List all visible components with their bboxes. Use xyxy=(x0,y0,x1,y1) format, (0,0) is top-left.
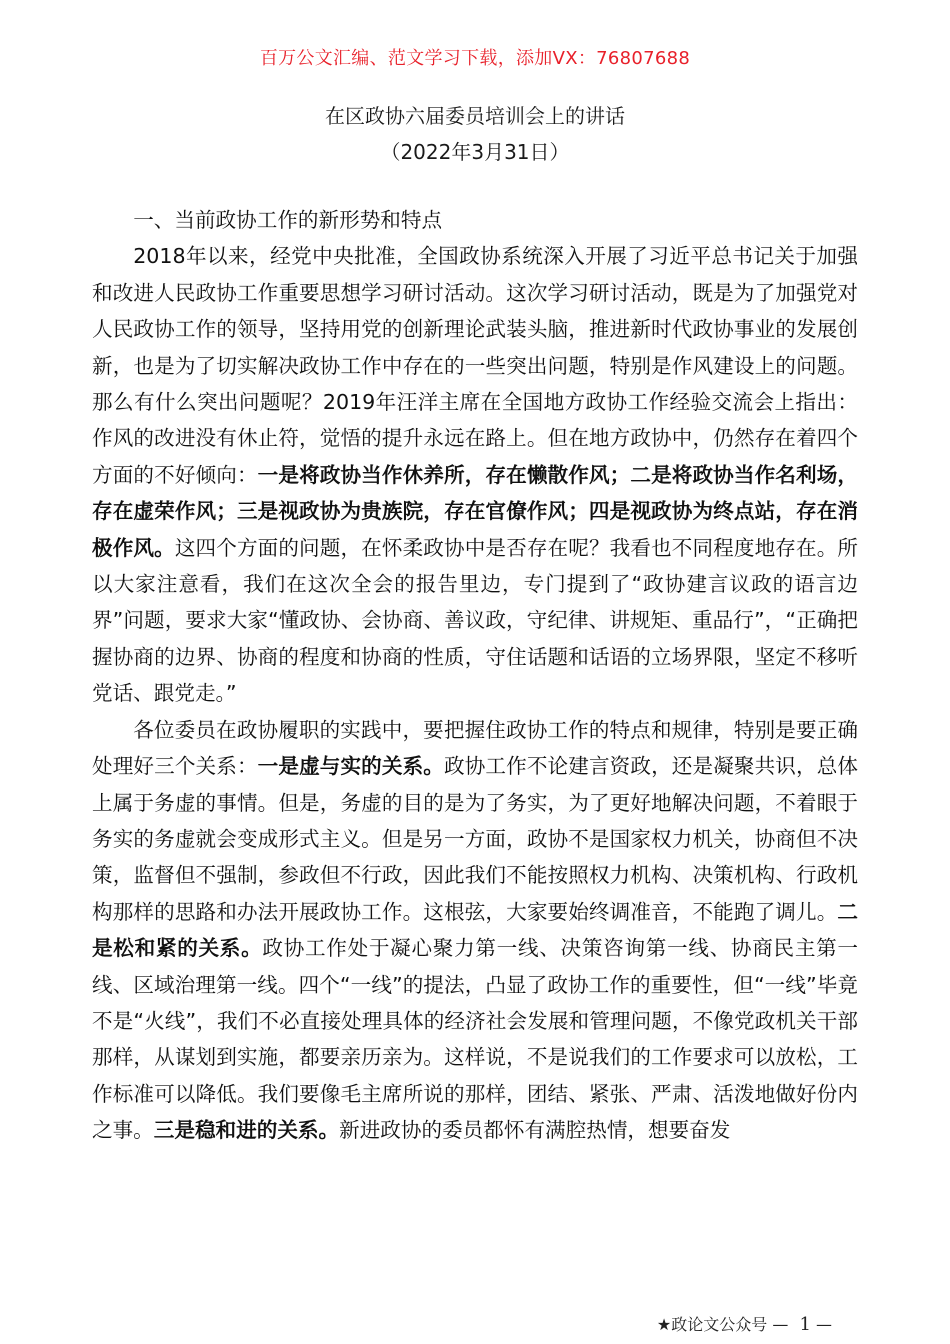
paragraph-2-bold-b: 二是松和紧的关系。 xyxy=(92,899,858,961)
document-body xyxy=(92,202,858,1149)
footer-dash-right: — xyxy=(816,1315,832,1334)
paragraph-1-text-b: 这四个方面的问题，在怀柔政协中是否存在呢？我看也不同程度地存在。所以大家注意看，我们在这次全会的报告里边，专门提到了“政协建言议政的语言边界”问题，要求大家“懂政协、会协商、善议政，守纪律、讲规矩、重品行”，“正确把握协商的边界、协商的程度和协商的性质，守住话题和话语的立场界限，坚定不移听党话、跟党走。” xyxy=(92,535,859,706)
paragraph-1 xyxy=(92,238,858,711)
paragraph-2-text-d: 新进政协的委员都怀有满腔热情，想要奋发 xyxy=(339,1118,731,1143)
document-title: 在区政协六届委员培训会上的讲话 xyxy=(325,104,625,128)
promo-banner: 百万公文汇编、范文学习下载，添加VX：76807688 xyxy=(259,48,691,69)
footer-source: ★政论文公众号 xyxy=(656,1315,768,1334)
paragraph-2-text-b: 政协工作不论建言资政，还是凝聚共识，总体上属于务虚的事情。但是，务虚的目的是为了务实，为了更好地解决问题，不着眼于务实的务虚就会变成形式主义。但是另一方面，政协不是国家权力机关，协商但不决策，监督但不强制，参政但不行政，因此我们不能按照权力机构、决策机构、行政机构那样的思路和办法开展政协工作。这根弦，大家要始终调准音，不能跑了调儿。 xyxy=(92,754,859,924)
paragraph-1-text-a: 2018年以来，经党中央批准，全国政协系统深入开展了习近平总书记关于加强和改进人民政协工作重要思想学习研讨活动。这次学习研讨活动，既是为了加强党对人民政协工作的领导，坚持用党的创新理论武装头脑，推进新时代政协事业的发展创新，也是为了切实解决政协工作中存在的一些突出问题，特别是作风建设上的问题。那么有什么突出问题呢？2019年汪洋主席在全国地方政协工作经验交流会上指出：作风的改进没有休止符，觉悟的提升永远在路上。但在地方政协中，仍然存在着四个方面的不好倾向： xyxy=(92,244,858,487)
page-footer xyxy=(657,1312,832,1335)
document-date: （2022年3月31日） xyxy=(380,140,570,164)
page-number: 1 xyxy=(799,1314,811,1335)
paragraph-2-bold-a: 一是虚与实的关系。 xyxy=(257,754,445,779)
paragraph-2-bold-c: 三是稳和进的关系。 xyxy=(153,1118,340,1143)
paragraph-2-text-c: 政协工作处于凝心聚力第一线、决策咨询第一线、协商民主第一线、区域治理第一线。四个“一线”的提法，凸显了政协工作的重要性，但“一线”毕竟不是“火线”，我们不必直接处理具体的经济社会发展和管理问题，不像党政机关干部那样，从谋划到实施，都要亲历亲为。这样说，不是说我们的工作要求可以放松，工作标准可以降低。我们要像毛主席所说的那样，团结、紧张、严肃、活泼地做好份内之事。 xyxy=(92,936,859,1143)
section-heading: 一、当前政协工作的新形势和特点 xyxy=(133,208,443,232)
footer-dash-left: — xyxy=(772,1315,789,1334)
paragraph-2 xyxy=(92,712,858,1149)
paragraph-2-text-a: 各位委员在政协履职的实践中，要把握住政协工作的特点和规律，特别是要正确处理好三个关系： xyxy=(92,717,858,779)
paragraph-1-bold-a: 一是将政协当作休养所，存在懒散作风；二是将政协当作名利场，存在虚荣作风；三是视政协为贵族院，存在官僚作风；四是视政协为终点站，存在消极作风。 xyxy=(92,462,859,560)
